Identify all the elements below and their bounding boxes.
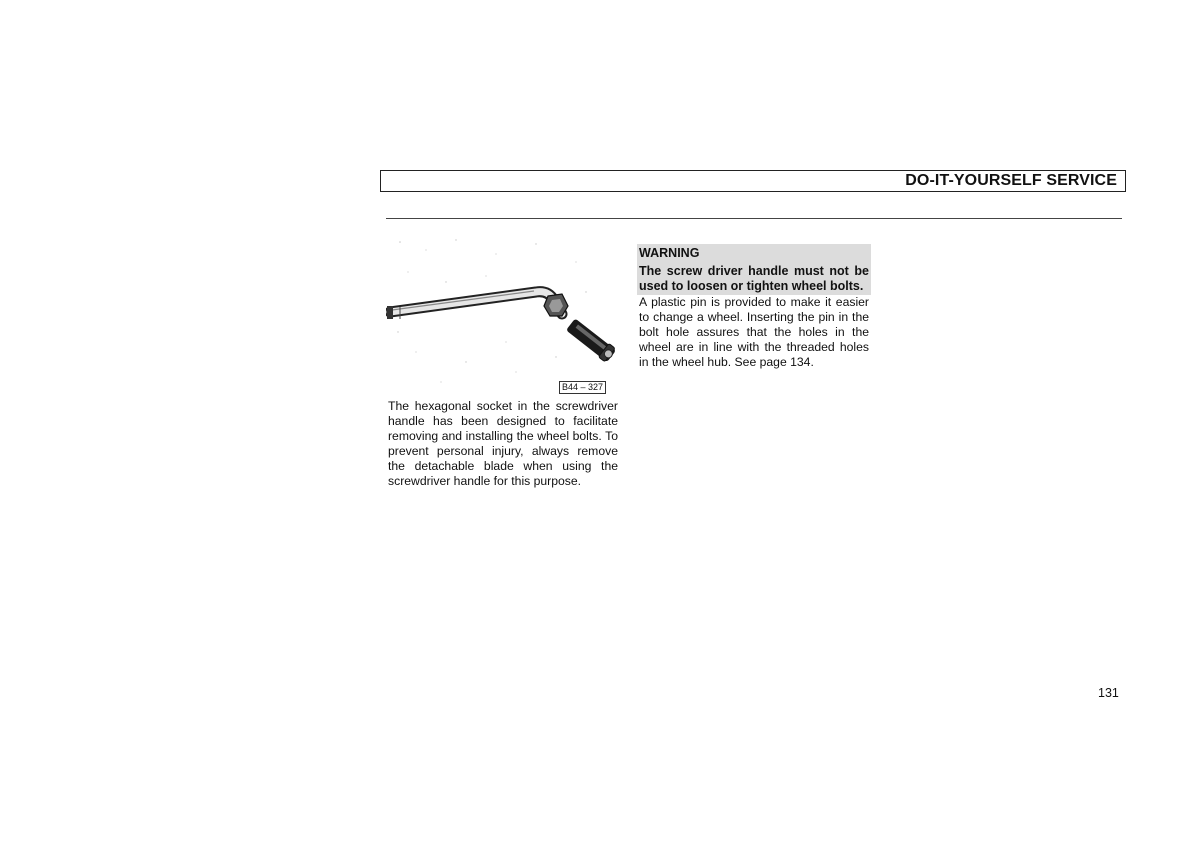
figure-reference-label: B44 – 327 [559,381,606,394]
plastic-pin-paragraph: A plastic pin is provided to make it easier to change a wheel. Inserting the pin in the bolt hole assures that the holes in the wheel are in line with the threaded holes in the wheel hub. See page 134. [639,295,869,369]
warning-title: WARNING [639,246,700,260]
warning-box [637,244,871,295]
page-number: 131 [1098,686,1119,700]
warning-text: The screw driver handle must not be used to loosen or tighten wheel bolts. [639,264,869,293]
screwdriver-handle-drawing [386,232,620,396]
section-header [380,170,1126,192]
socket-description-paragraph: The hexagonal socket in the screwdriver handle has been designed to facilitate removing and installing the wheel bolts. To prevent personal injury, always remove the detachable blade when using the screwdriver handle for this purpose. [388,399,618,488]
screwdriver-handle-illustration [386,232,620,396]
section-title: DO-IT-YOURSELF SERVICE [905,172,1117,189]
header-rule [386,218,1122,219]
